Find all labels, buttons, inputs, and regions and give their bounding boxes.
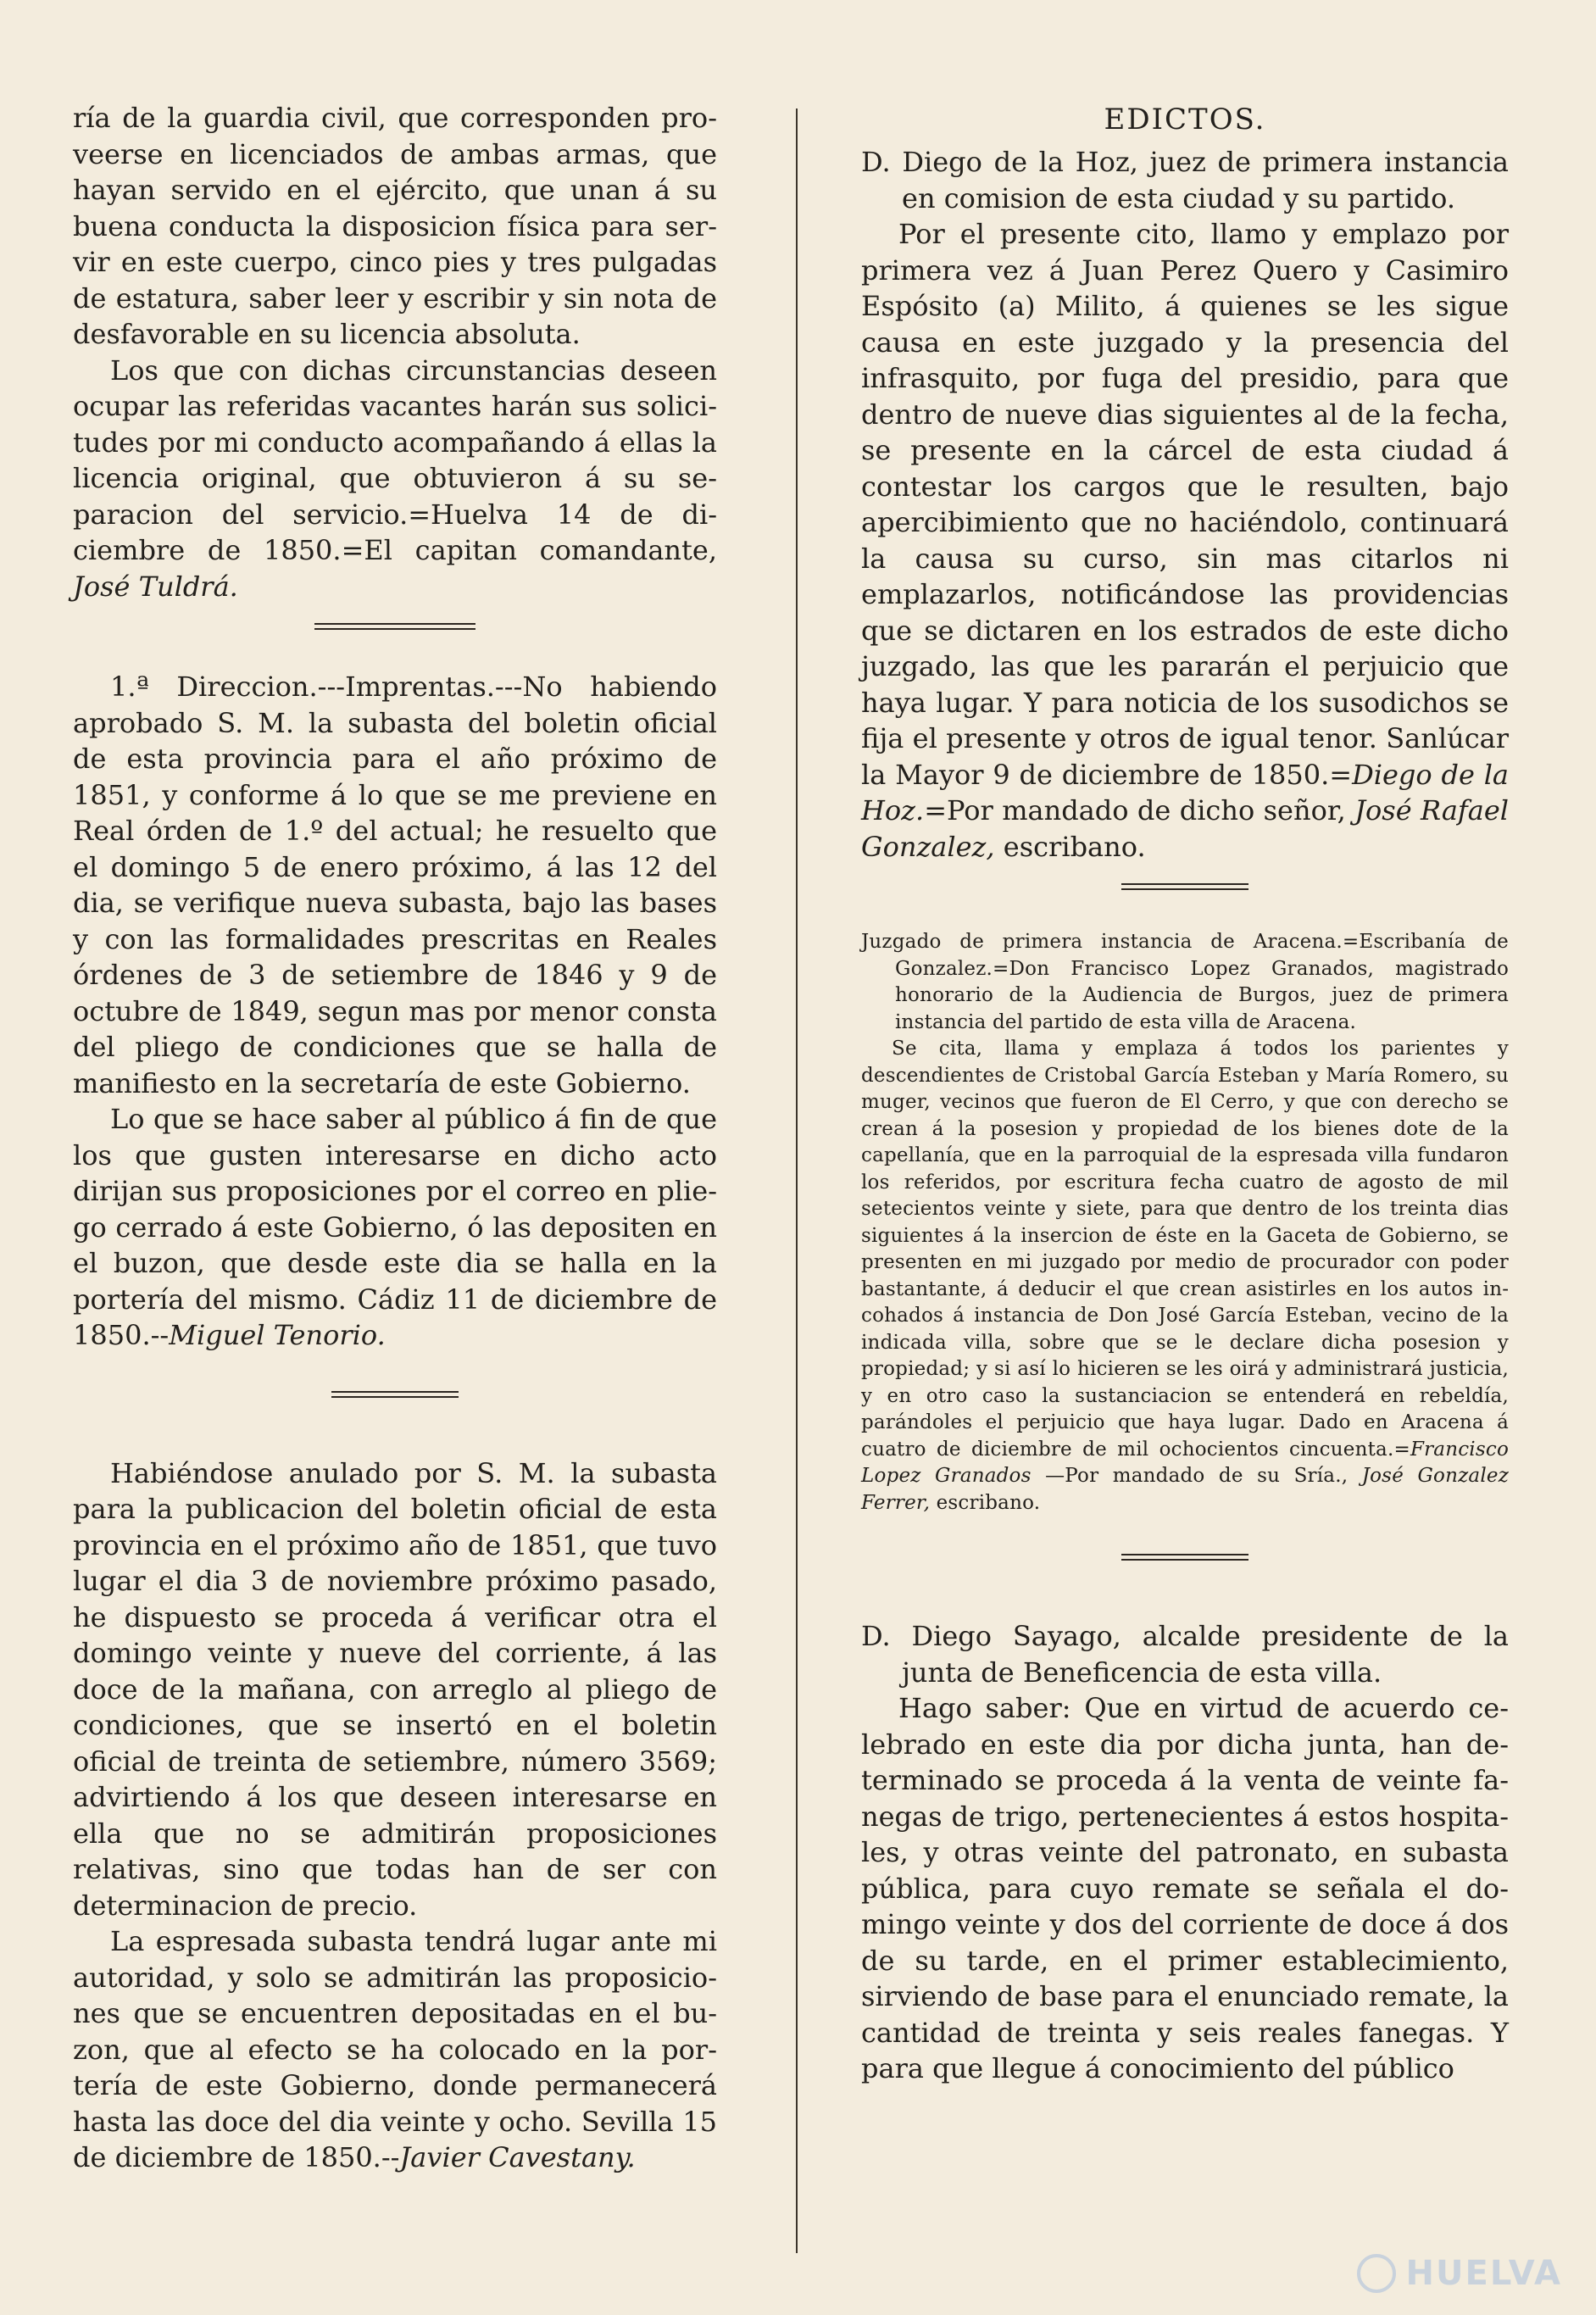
- column-divider: [796, 109, 798, 2253]
- edict-lead: Juzgado de primera instancia de Aracena.=Escribanía de Gonzalez.=Don Francisco Lopez Granados, magistrado honorario de la Audiencia de Burgos, juez de primera instancia del partido de esta villa de Aracena.: [861, 931, 1509, 1033]
- paragraph: ría de la guardia civil, que corresponden proveerse en licenciados de ambas armas, que hayan servido en el ejército, que unan á su buena conducta la disposicion física para servir en este cuerpo, cinco pies y tres pulgadas de estatura, saber leer y escribir y sin nota de desfavorable en su licencia absoluta.: [73, 102, 717, 350]
- paragraph: La espresada subasta tendrá lugar ante mi autoridad, y solo se admitirán las proposiciones que se encuentren depositadas en el buzon, que al efecto se ha colocado en la portería de este Gobierno, donde permanecerá hasta las doce del dia veinte y ocho. Sevilla 15 de diciembre de 1850.--Javier Cavestany.: [73, 1925, 717, 2173]
- signature: Diego de la Hoz.: [861, 758, 1510, 826]
- paragraph: Por el presente cito, llamo y emplazo por primera vez á Juan Perez Quero y Casimiro Espósito (a) Milito, á quienes se les sigue causa en este juzgado y la presencia del infrasquito, por fuga del presidio, para que dentro de nueve dias siguientes al de la fecha, se presente en la cárcel de esta ciudad á contestar los cargos que le resulten, bajo apercibimiento que no haciéndolo, continuará la causa su curso, sin mas citarlos ni emplazarlos, notificándose las providencias que se dictaren en los estrados de este dicho juzgado, las que les pararán el perjuicio que haya lugar. Y para noticia de los susodichos se fija el presente y otros de igual tenor. Sanlúcar la Mayor 9 de diciembre de 1850.=Diego de la Hoz.=Por mandado de dicho señor, José Rafael Gonzalez, escribano.: [861, 218, 1510, 863]
- right-column: [861, 100, 1509, 2087]
- paragraph: Hago saber: Que en virtud de acuerdo celebrado en este dia por dicha junta, han determinado se proceda á la venta de veinte fanegas de trigo, pertenecientes á estos hospitales, y otras veinte del patronato, en subasta pública, para cuyo remate se señala el domingo veinte y dos del corriente de doce á dos de su tarde, en el primer establecimiento, sirviendo de base para el enunciado remate, la cantidad de treinta y seis reales fanegas. Y para que llegue á conocimiento del público: [861, 1692, 1509, 2084]
- separator-rule: [331, 1391, 459, 1400]
- notice-cadiz-subasta: [73, 669, 717, 1354]
- edict-sanlucar: [861, 144, 1509, 865]
- signature: Francisco Lopez Granados: [861, 1438, 1509, 1487]
- separator-rule: [1121, 1554, 1248, 1562]
- edict-beneficencia: [861, 1618, 1509, 2087]
- paragraph: Lo que se hace saber al público á fin de que los que gusten interesarse en dicho acto dirijan sus proposiciones por el correo en pliego cerrado á este Gobierno, ó las depositen en el buzon, que desde este dia se halla en la portería del mismo. Cádiz 11 de diciembre de 1850.--Miguel Tenorio.: [73, 1103, 717, 1351]
- notice-sevilla-subasta: [73, 1455, 717, 2176]
- notice-guardia-civil: [73, 100, 717, 604]
- paragraph: Los que con dichas circunstancias deseen ocupar las referidas vacantes harán sus solicitudes por mi conducto acompañando á ellas la licencia original, que obtuvieron á su separacion del servicio.=Huelva 14 de diciembre de 1850.=El capitan comandante, José Tuldrá.: [73, 353, 717, 603]
- archive-logo-icon: [1357, 2254, 1396, 2293]
- paragraph: Se cita, llama y emplaza á todos los parientes y descendientes de Cristobal García Esteban y María Romero, su muger, vecinos que fueron de El Cerro, y que con derecho se crean á la posesion y propiedad de los bienes dote de la capellanía, que en la parroquial de la espresada villa fundaron los referidos, por escritura fecha cuatro de agosto de mil setecientos veinte y siete, para que dentro de los treinta dias siguientes á la insercion de éste en la Gaceta de Gobierno, se presenten en mi juzgado por medio de procurador con poder bastantante, á deducir el que crean asistirles en los autos incohados á instancia de Don José García Esteban, vecino de la indicada villa, sobre que se le declare dicha posesion y propiedad; y si así lo hicieren se les oirá y administrará justicia, y en otro caso la sustanciacion se entenderá en rebeldía, parándoles el perjuicio que haya lugar. Dado en Aracena á cuatro de diciembre de mil ochocientos cincuenta.=Francisco Lopez Granados —Por mandado de su Sría., José Gonzalez Ferrer, escribano.: [861, 1038, 1510, 1514]
- signature: José Rafael Gonzalez,: [861, 794, 1510, 863]
- separator-rule: [314, 623, 475, 632]
- watermark: HUELVA: [1357, 2254, 1562, 2293]
- signature: Javier Cavestany.: [399, 2141, 636, 2173]
- paragraph: 1.ª Direccion.---Imprentas.---No habiendo aprobado S. M. la subasta del boletin oficial de esta provincia para el año próximo de 1851, y conforme á lo que se me previene en Real órden de 1.º del actual; he resuelto que el domingo 5 de enero próximo, á las 12 del dia, se verifique nueva subasta, bajo las bases y con las formalidades prescritas en Reales órdenes de 3 de setiembre de 1846 y 9 de octubre de 1849, segun mas por menor consta del pliego de condiciones que se halla de manifiesto en la secretaría de este Gobierno.: [73, 671, 717, 1099]
- left-column: [73, 100, 717, 2176]
- signature: José Gonzalez Ferrer,: [861, 1465, 1510, 1514]
- edict-lead: D. Diego Sayago, alcalde presidente de la junta de Beneficencia de esta villa.: [861, 1620, 1509, 1689]
- signature: José Tuldrá.: [73, 570, 238, 603]
- separator-rule: [1121, 883, 1248, 892]
- edict-aracena: [861, 929, 1509, 1516]
- edict-lead: D. Diego de la Hoz, juez de primera instancia en comision de esta ciudad y su partido.: [861, 146, 1509, 214]
- signature: Miguel Tenorio.: [169, 1319, 386, 1351]
- paragraph: Habiéndose anulado por S. M. la subasta para la publicacion del boletin oficial de esta provincia en el próximo año de 1851, que tuvo lugar el dia 3 de noviembre próximo pasado, he dispuesto se proceda á verificar otra el domingo veinte y nueve del corriente, á las doce de la mañana, con arreglo al pliego de condiciones, que se insertó en el boletin oficial de treinta de setiembre, número 3569; advirtiendo á los que deseen interesarse en ella que no se admitirán proposiciones relativas, sino que todas han de ser con determinacion de precio.: [73, 1456, 717, 1922]
- section-heading: EDICTOS.: [1104, 103, 1266, 136]
